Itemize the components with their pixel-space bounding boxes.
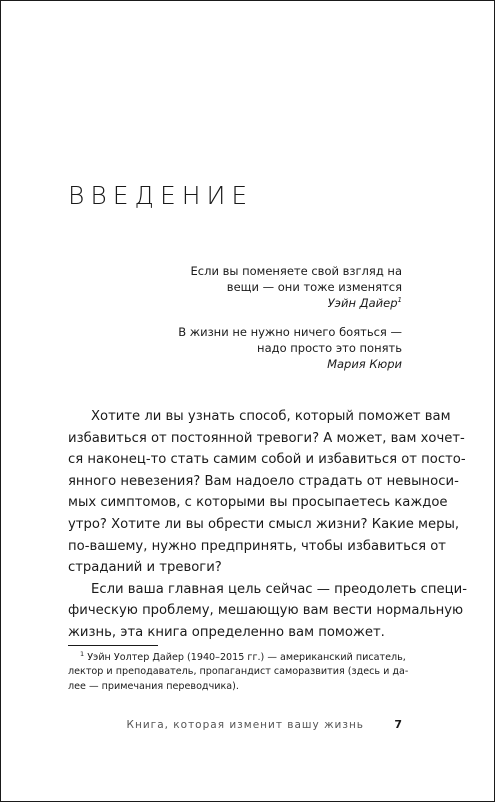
text-line: фическую проблему, мешающую вам вести нормальную <box>68 603 464 619</box>
paragraph <box>68 406 466 579</box>
epigraph-line: надо просто это понять <box>257 341 402 355</box>
body-text <box>68 406 467 644</box>
footnote-line: лектор и преподаватель, пропагандист саморазвития (здесь и да- <box>68 666 409 678</box>
text-line: избавиться от постоянной тревоги? А может, вам хочет- <box>68 430 465 446</box>
footnote <box>68 649 409 694</box>
epigraph-author <box>191 295 402 311</box>
footnote-divider <box>68 645 158 646</box>
text-line: Хотите ли вы узнать способ, который поможет вам <box>91 409 451 424</box>
text-line: утро? Хотите ли вы обрести смысл жизни? Какие меры, <box>68 516 460 532</box>
text-line: мых симптомов, с которыми вы просыпаетесь каждое <box>68 495 448 511</box>
page-number: 7 <box>394 718 402 731</box>
text-line: жизнь, эта книга определенно вам поможет. <box>68 624 385 640</box>
epigraph-line: В жизни не нужно ничего бояться — <box>178 325 402 339</box>
text-line: по-вашему, нужно предпринять, чтобы избавиться от <box>68 538 446 554</box>
text-line: страданий и тревоги? <box>68 560 222 576</box>
epigraph-author: Мария Кюри <box>327 357 402 371</box>
text-line: янного невезения? Вам надоело страдать от невыноси- <box>68 473 459 489</box>
footnote-line: лее — примечания переводчика). <box>68 680 239 692</box>
footnote-line <box>68 649 406 665</box>
running-title: Книга, которая изменит вашу жизнь <box>126 719 364 731</box>
chapter-title: ВВЕДЕНИЕ <box>68 181 254 210</box>
epigraph-author-name: Уэйн Дайер <box>327 296 398 310</box>
footnote-reference: 1 <box>397 296 402 305</box>
footnote-mark: 1 <box>80 649 85 658</box>
footnote-text: Уэйн Уолтер Дайер (1940–2015 гг.) — американский писатель, <box>87 652 406 663</box>
text-line: Если ваша главная цель сейчас — преодолеть специ- <box>91 581 467 597</box>
text-line: ся наконец-то стать самим собой и избавиться от посто- <box>68 452 466 468</box>
epigraph-line: вещи — они тоже изменятся <box>226 280 402 294</box>
epigraph-dyer <box>191 263 402 311</box>
paragraph <box>68 579 467 644</box>
epigraph-curie <box>178 324 402 372</box>
epigraph-line: Если вы поменяете свой взгляд на <box>190 264 402 278</box>
